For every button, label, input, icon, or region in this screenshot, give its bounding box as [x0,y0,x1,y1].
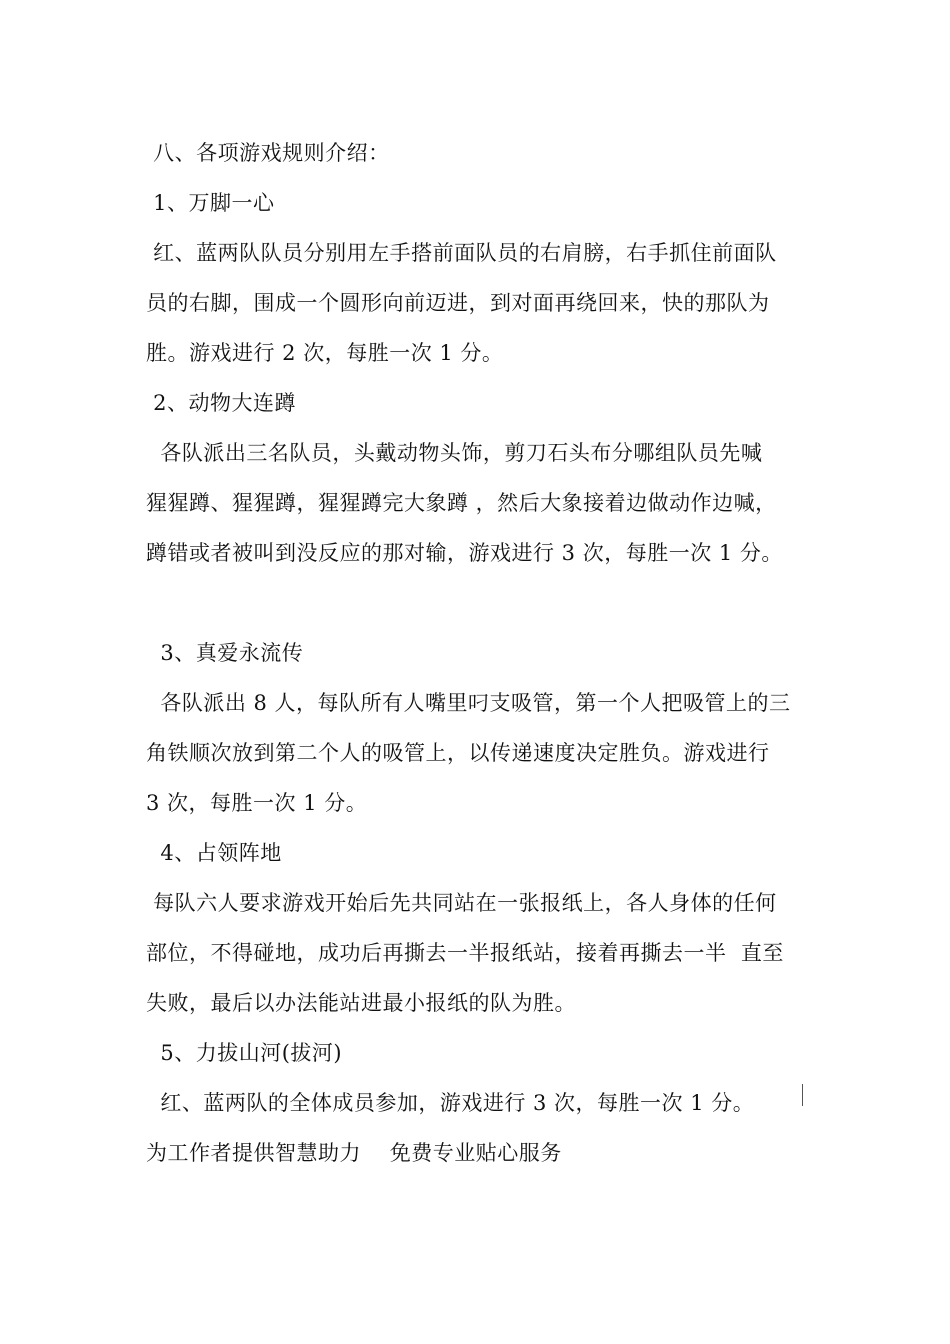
paragraph-line: 失败，最后以办法能站进最小报纸的队为胜。 [146,991,576,1015]
game-title-1: 1、万脚一心 [146,191,275,215]
footer-slogan: 为工作者提供智慧助力 免费专业贴心服务 [146,1141,562,1165]
paragraph-line: 各队派出 8 人，每队所有人嘴里叼支吸管，第一个人把吸管上的三 [146,691,791,715]
paragraph-line: 3 次，每胜一次 1 分。 [146,791,368,815]
game-title-5: 5、力拔山河(拔河) [146,1041,343,1065]
section-heading: 八、各项游戏规则介绍： [146,141,390,165]
paragraph-line: 胜。游戏进行 2 次，每胜一次 1 分。 [146,341,504,365]
paragraph-line: 猩猩蹲、猩猩蹲，猩猩蹲完大象蹲 ，然后大象接着边做动作边喊， [146,491,777,515]
game-title-3: 3、真爱永流传 [146,641,304,665]
paragraph-line: 角铁顺次放到第二个人的吸管上，以传递速度决定胜负。游戏进行 [146,741,770,765]
paragraph-line: 每队六人要求游戏开始后先共同站在一张报纸上，各人身体的任何 [146,891,777,915]
game-title-2: 2、动物大连蹲 [146,391,297,415]
paragraph-line: 部位，不得碰地，成功后再撕去一半报纸站，接着再撕去一半 直至 [146,941,784,965]
game-title-4: 4、占领阵地 [146,841,282,865]
paragraph-line: 各队派出三名队员，头戴动物头饰，剪刀石头布分哪组队员先喊 [146,441,763,465]
paragraph-line: 蹲错或者被叫到没反应的那对输，游戏进行 3 次，每胜一次 1 分。 [146,541,783,565]
paragraph-line: 红、蓝两队的全体成员参加，游戏进行 3 次，每胜一次 1 分。 [146,1091,755,1115]
paragraph-line: 员的右脚，围成一个圆形向前迈进，到对面再绕回来，快的那队为 [146,291,770,315]
paragraph-line: 红、蓝两队队员分别用左手搭前面队员的右肩膀，右手抓住前面队 [146,241,777,265]
text-cursor [802,1084,803,1106]
